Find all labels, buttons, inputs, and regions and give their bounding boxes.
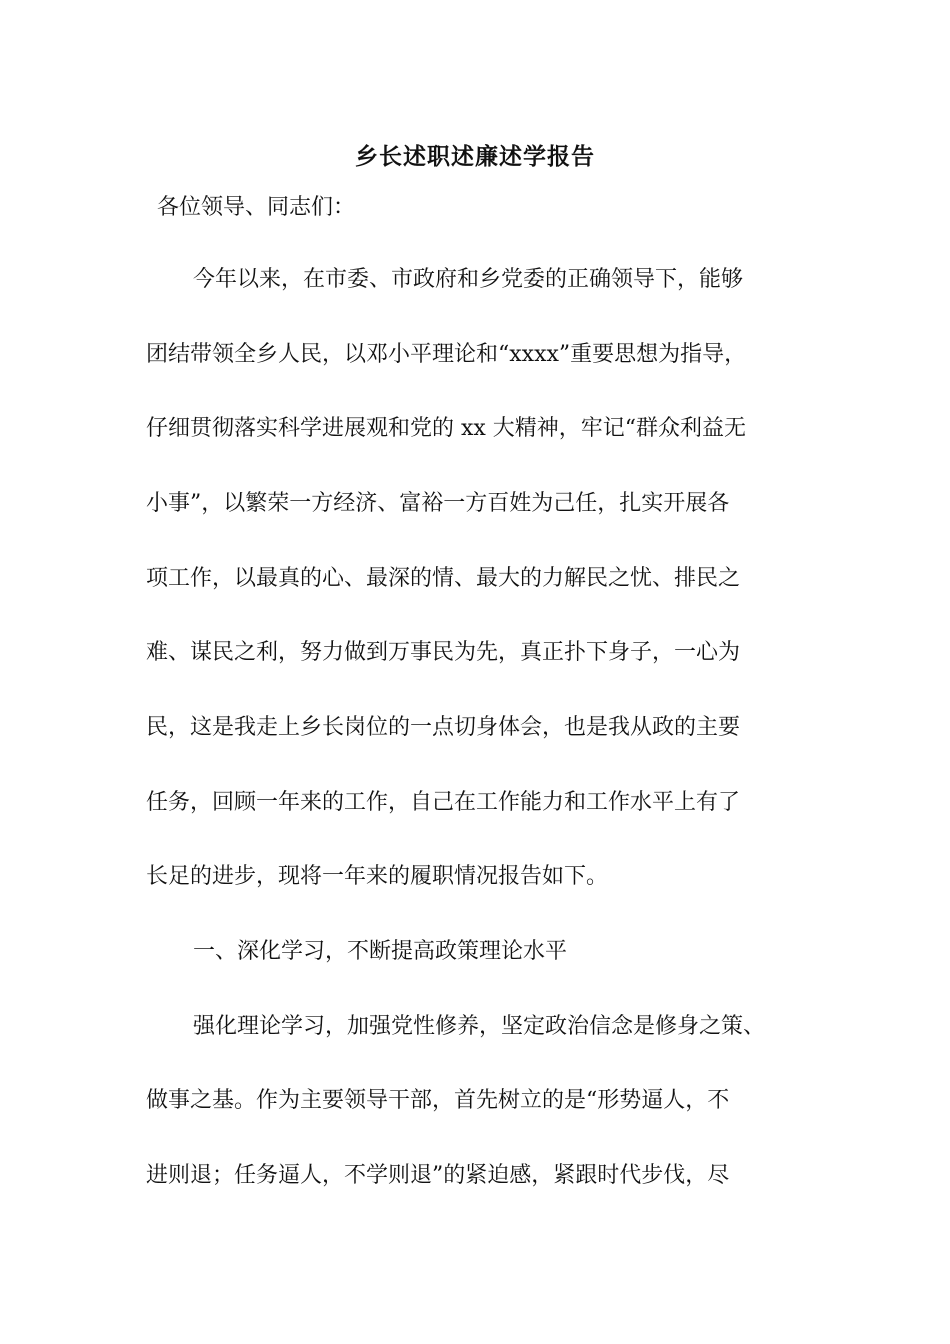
body-line: 难、谋民之利，努力做到万事民为先，真正扑下身子，一心为	[146, 640, 741, 665]
body-line: 仔细贯彻落实科学进展观和党的 xx 大精神，牢记“群众利益无	[146, 416, 747, 441]
document-title: 乡长述职述廉述学报告	[355, 143, 595, 170]
body-line: 强化理论学习，加强党性修养，坚定政治信念是修身之策、	[193, 1014, 766, 1039]
body-line: 任务，回顾一年来的工作，自己在工作能力和工作水平上有了	[146, 790, 741, 815]
greeting: 各位领导、同志们：	[157, 195, 356, 220]
body-line: 今年以来，在市委、市政府和乡党委的正确领导下，能够	[193, 267, 744, 292]
body-line: 进则退；任务逼人，不学则退”的紧迫感，紧跟时代步伐，尽	[146, 1163, 730, 1188]
body-line: 小事”，以繁荣一方经济、富裕一方百姓为己任，扎实开展各	[146, 491, 730, 516]
body-line: 民，这是我走上乡长岗位的一点切身体会，也是我从政的主要	[146, 715, 741, 740]
section-heading: 一、深化学习，不断提高政策理论水平	[193, 939, 568, 964]
body-line: 长足的进步，现将一年来的履职情况报告如下。	[146, 864, 609, 889]
body-line: 做事之基。作为主要领导干部，首先树立的是“形势逼人，不	[146, 1088, 730, 1113]
body-line: 团结带领全乡人民，以邓小平理论和“xxxx”重要思想为指导，	[146, 342, 747, 367]
body-line: 项工作，以最真的心、最深的情、最大的力解民之忧、排民之	[146, 566, 741, 591]
